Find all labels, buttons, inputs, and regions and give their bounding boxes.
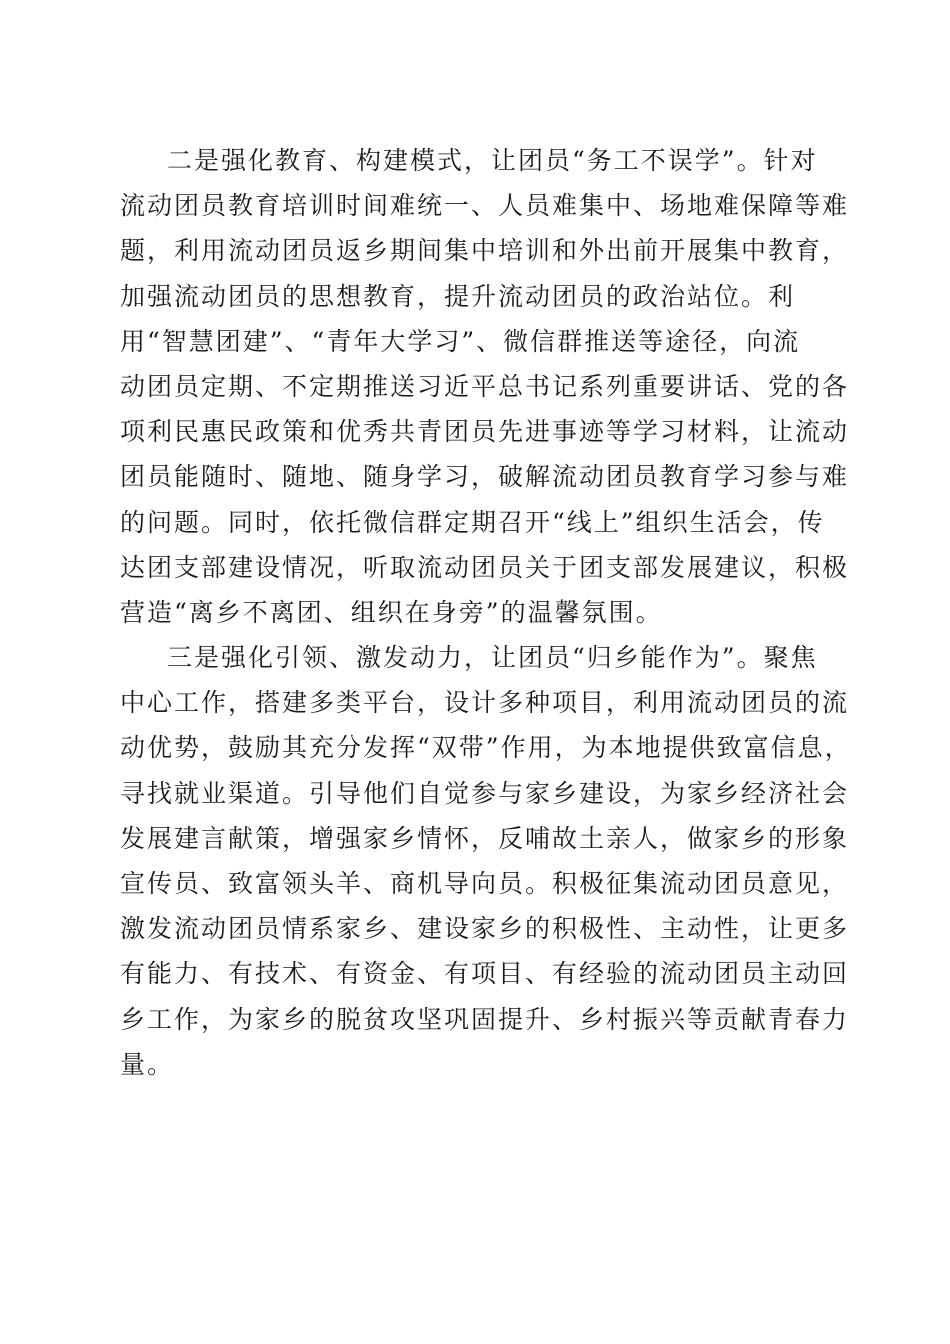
paragraph-line: 有能力、有技术、有资金、有项目、有经验的流动团员主动回 bbox=[120, 959, 850, 989]
paragraph-line: 团员能随时、随地、随身学习，破解流动团员教育学习参与难 bbox=[120, 462, 850, 492]
paragraph-guidance bbox=[120, 635, 852, 1087]
paragraph-line: 量。 bbox=[120, 1049, 175, 1079]
paragraph-line: 项利民惠民政策和优秀共青团员先进事迹等学习材料，让流动 bbox=[120, 417, 850, 447]
paragraph-line: 中心工作，搭建多类平台，设计多种项目，利用流动团员的流 bbox=[120, 688, 850, 718]
paragraph-line: 二是强化教育、构建模式，让团员“务工不误学”。针对 bbox=[167, 146, 818, 175]
paragraph-line: 宣传员、致富领头羊、商机导向员。积极征集流动团员意见， bbox=[120, 869, 850, 898]
paragraph-line: 加强流动团员的思想教育，提升流动团员的政治站位。利 bbox=[120, 281, 796, 311]
paragraph-line: 动团员定期、不定期推送习近平总书记系列重要讲话、党的各 bbox=[120, 371, 850, 401]
paragraph-line: 用“智慧团建”、“青年大学习”、微信群推送等途径，向流 bbox=[120, 326, 801, 356]
paragraph-line: 三是强化引领、激发动力，让团员“归乡能作为”。聚焦 bbox=[167, 643, 818, 673]
paragraph-line: 题，利用流动团员返乡期间集中培训和外出前开展集中教育， bbox=[120, 236, 850, 266]
paragraph-line: 乡工作，为家乡的脱贫攻坚巩固提升、乡村振兴等贡献青春力 bbox=[120, 1004, 850, 1034]
paragraph-education bbox=[120, 138, 850, 635]
paragraph-line: 发展建言献策，增强家乡情怀，反哺故土亲人，做家乡的形象 bbox=[120, 823, 850, 853]
paragraph-line: 动优势，鼓励其充分发挥“双带”作用，为本地提供致富信息， bbox=[120, 733, 852, 763]
document-body bbox=[120, 138, 852, 1087]
paragraph-line: 营造“离乡不离团、组织在身旁”的温馨氛围。 bbox=[120, 597, 663, 627]
paragraph-line: 的问题。同时，依托微信群定期召开“线上”组织生活会，传 bbox=[120, 507, 825, 537]
paragraph-line: 激发流动团员情系家乡、建设家乡的积极性、主动性，让更多 bbox=[120, 914, 850, 944]
paragraph-line: 达团支部建设情况，听取流动团员关于团支部发展建议，积极 bbox=[120, 552, 850, 582]
paragraph-line: 流动团员教育培训时间难统一、人员难集中、场地难保障等难 bbox=[120, 191, 850, 221]
paragraph-line: 寻找就业渠道。引导他们自觉参与家乡建设，为家乡经济社会 bbox=[120, 778, 850, 808]
